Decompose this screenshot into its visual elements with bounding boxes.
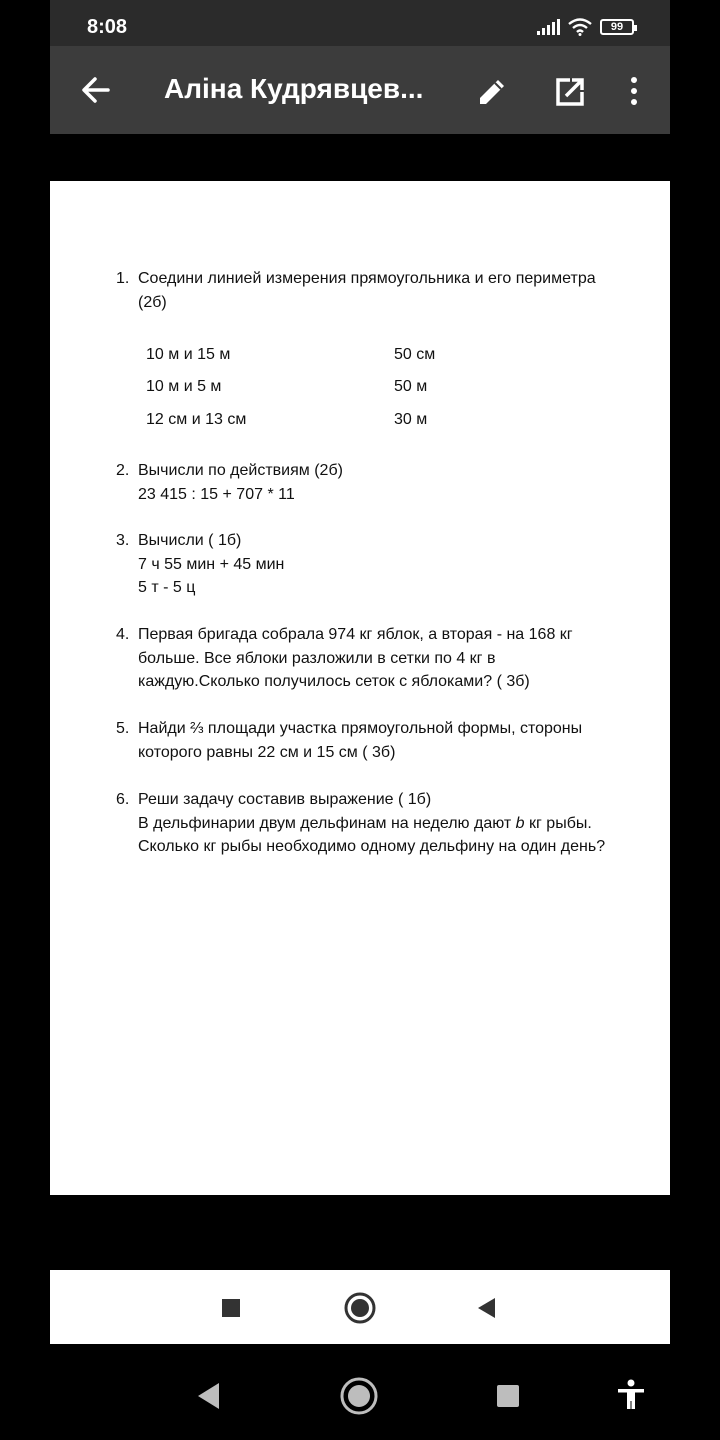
battery-level: 99	[610, 21, 624, 33]
stop-button[interactable]	[213, 1290, 249, 1326]
wifi-icon	[568, 18, 592, 36]
nav-home-button[interactable]	[337, 1374, 381, 1418]
question-2	[116, 459, 646, 506]
question-text: 5 т - 5 ц	[138, 579, 196, 596]
variable-b: b	[515, 814, 525, 832]
signal-icon	[537, 19, 560, 35]
question-number: 4.	[116, 626, 130, 643]
question-text: (2б)	[138, 293, 167, 311]
question-6	[116, 788, 646, 859]
viewer-controls	[50, 1270, 670, 1344]
question-text	[138, 812, 646, 836]
question-number: 5.	[116, 720, 130, 737]
measure-left-1: 10 м и 15 м	[146, 346, 231, 363]
question-text-part: В дельфинарии двум дельфинам на неделю дают	[138, 814, 516, 832]
arrow-left-icon	[76, 70, 116, 110]
question-3	[116, 529, 646, 600]
question-text: Реши задачу составив выражение ( 1б)	[138, 791, 432, 808]
edit-button[interactable]	[472, 72, 512, 112]
app-bar	[50, 46, 670, 134]
question-text: 23 415 : 15 + 707 * 11	[138, 485, 295, 503]
system-nav-bar	[0, 1360, 720, 1440]
question-text: Найди ⅔ площади участка прямоугольной формы, стороны	[138, 720, 583, 737]
triangle-left-icon	[186, 1374, 230, 1418]
question-text: которого равны 22 см и 15 см ( 3б)	[138, 743, 396, 761]
question-number: 1.	[116, 270, 130, 287]
question-number: 3.	[116, 532, 130, 549]
question-text: Вычисли ( 1б)	[138, 532, 242, 549]
perimeter-right-2: 50 м	[394, 378, 428, 395]
open-external-icon	[550, 72, 590, 112]
accessibility-icon	[609, 1374, 653, 1418]
circle-icon	[342, 1290, 378, 1326]
battery-icon	[600, 19, 634, 35]
app-title: Аліна Кудрявцев...	[164, 73, 424, 104]
previous-button[interactable]	[468, 1290, 504, 1326]
back-button[interactable]	[76, 70, 116, 110]
accessibility-button[interactable]	[609, 1374, 653, 1418]
home-circle-icon	[337, 1374, 381, 1418]
question-text: 7 ч 55 мин + 45 мин	[138, 555, 285, 573]
document-page	[50, 181, 670, 1195]
question-4	[116, 623, 646, 694]
nav-recents-button[interactable]	[486, 1374, 530, 1418]
question-text-part: кг рыбы.	[524, 814, 592, 832]
record-button[interactable]	[342, 1290, 378, 1326]
more-vert-icon	[618, 72, 650, 112]
pencil-icon	[472, 72, 512, 112]
question-number: 6.	[116, 791, 130, 808]
square-icon	[213, 1290, 249, 1326]
question-5	[116, 717, 646, 764]
measure-left-3: 12 см и 13 см	[146, 411, 247, 428]
question-text: больше. Все яблоки разложили в сетки по 4 кг в	[138, 649, 496, 667]
more-options-button[interactable]	[618, 72, 650, 112]
question-text: Вычисли по действиям (2б)	[138, 462, 343, 479]
measure-left-2: 10 м и 5 м	[146, 378, 222, 395]
question-text: каждую.Сколько получилось сеток с яблоками? ( 3б)	[138, 673, 530, 690]
triangle-left-icon	[468, 1290, 504, 1326]
status-bar	[50, 0, 670, 46]
perimeter-right-1: 50 см	[394, 346, 436, 363]
question-text: Первая бригада собрала 974 кг яблок, а вторая - на 168 кг	[138, 626, 573, 643]
nav-back-button[interactable]	[186, 1374, 230, 1418]
question-number: 2.	[116, 462, 130, 479]
question-text: Соедини линией измерения прямоугольника и его периметра	[138, 270, 596, 287]
open-external-button[interactable]	[550, 72, 590, 112]
question-text: Сколько кг рыбы необходимо одному дельфину на один день?	[138, 838, 606, 855]
status-icons	[537, 18, 634, 36]
status-time: 8:08	[87, 16, 128, 38]
question-1	[116, 267, 646, 314]
perimeter-right-3: 30 м	[394, 411, 428, 428]
square-icon	[486, 1374, 530, 1418]
